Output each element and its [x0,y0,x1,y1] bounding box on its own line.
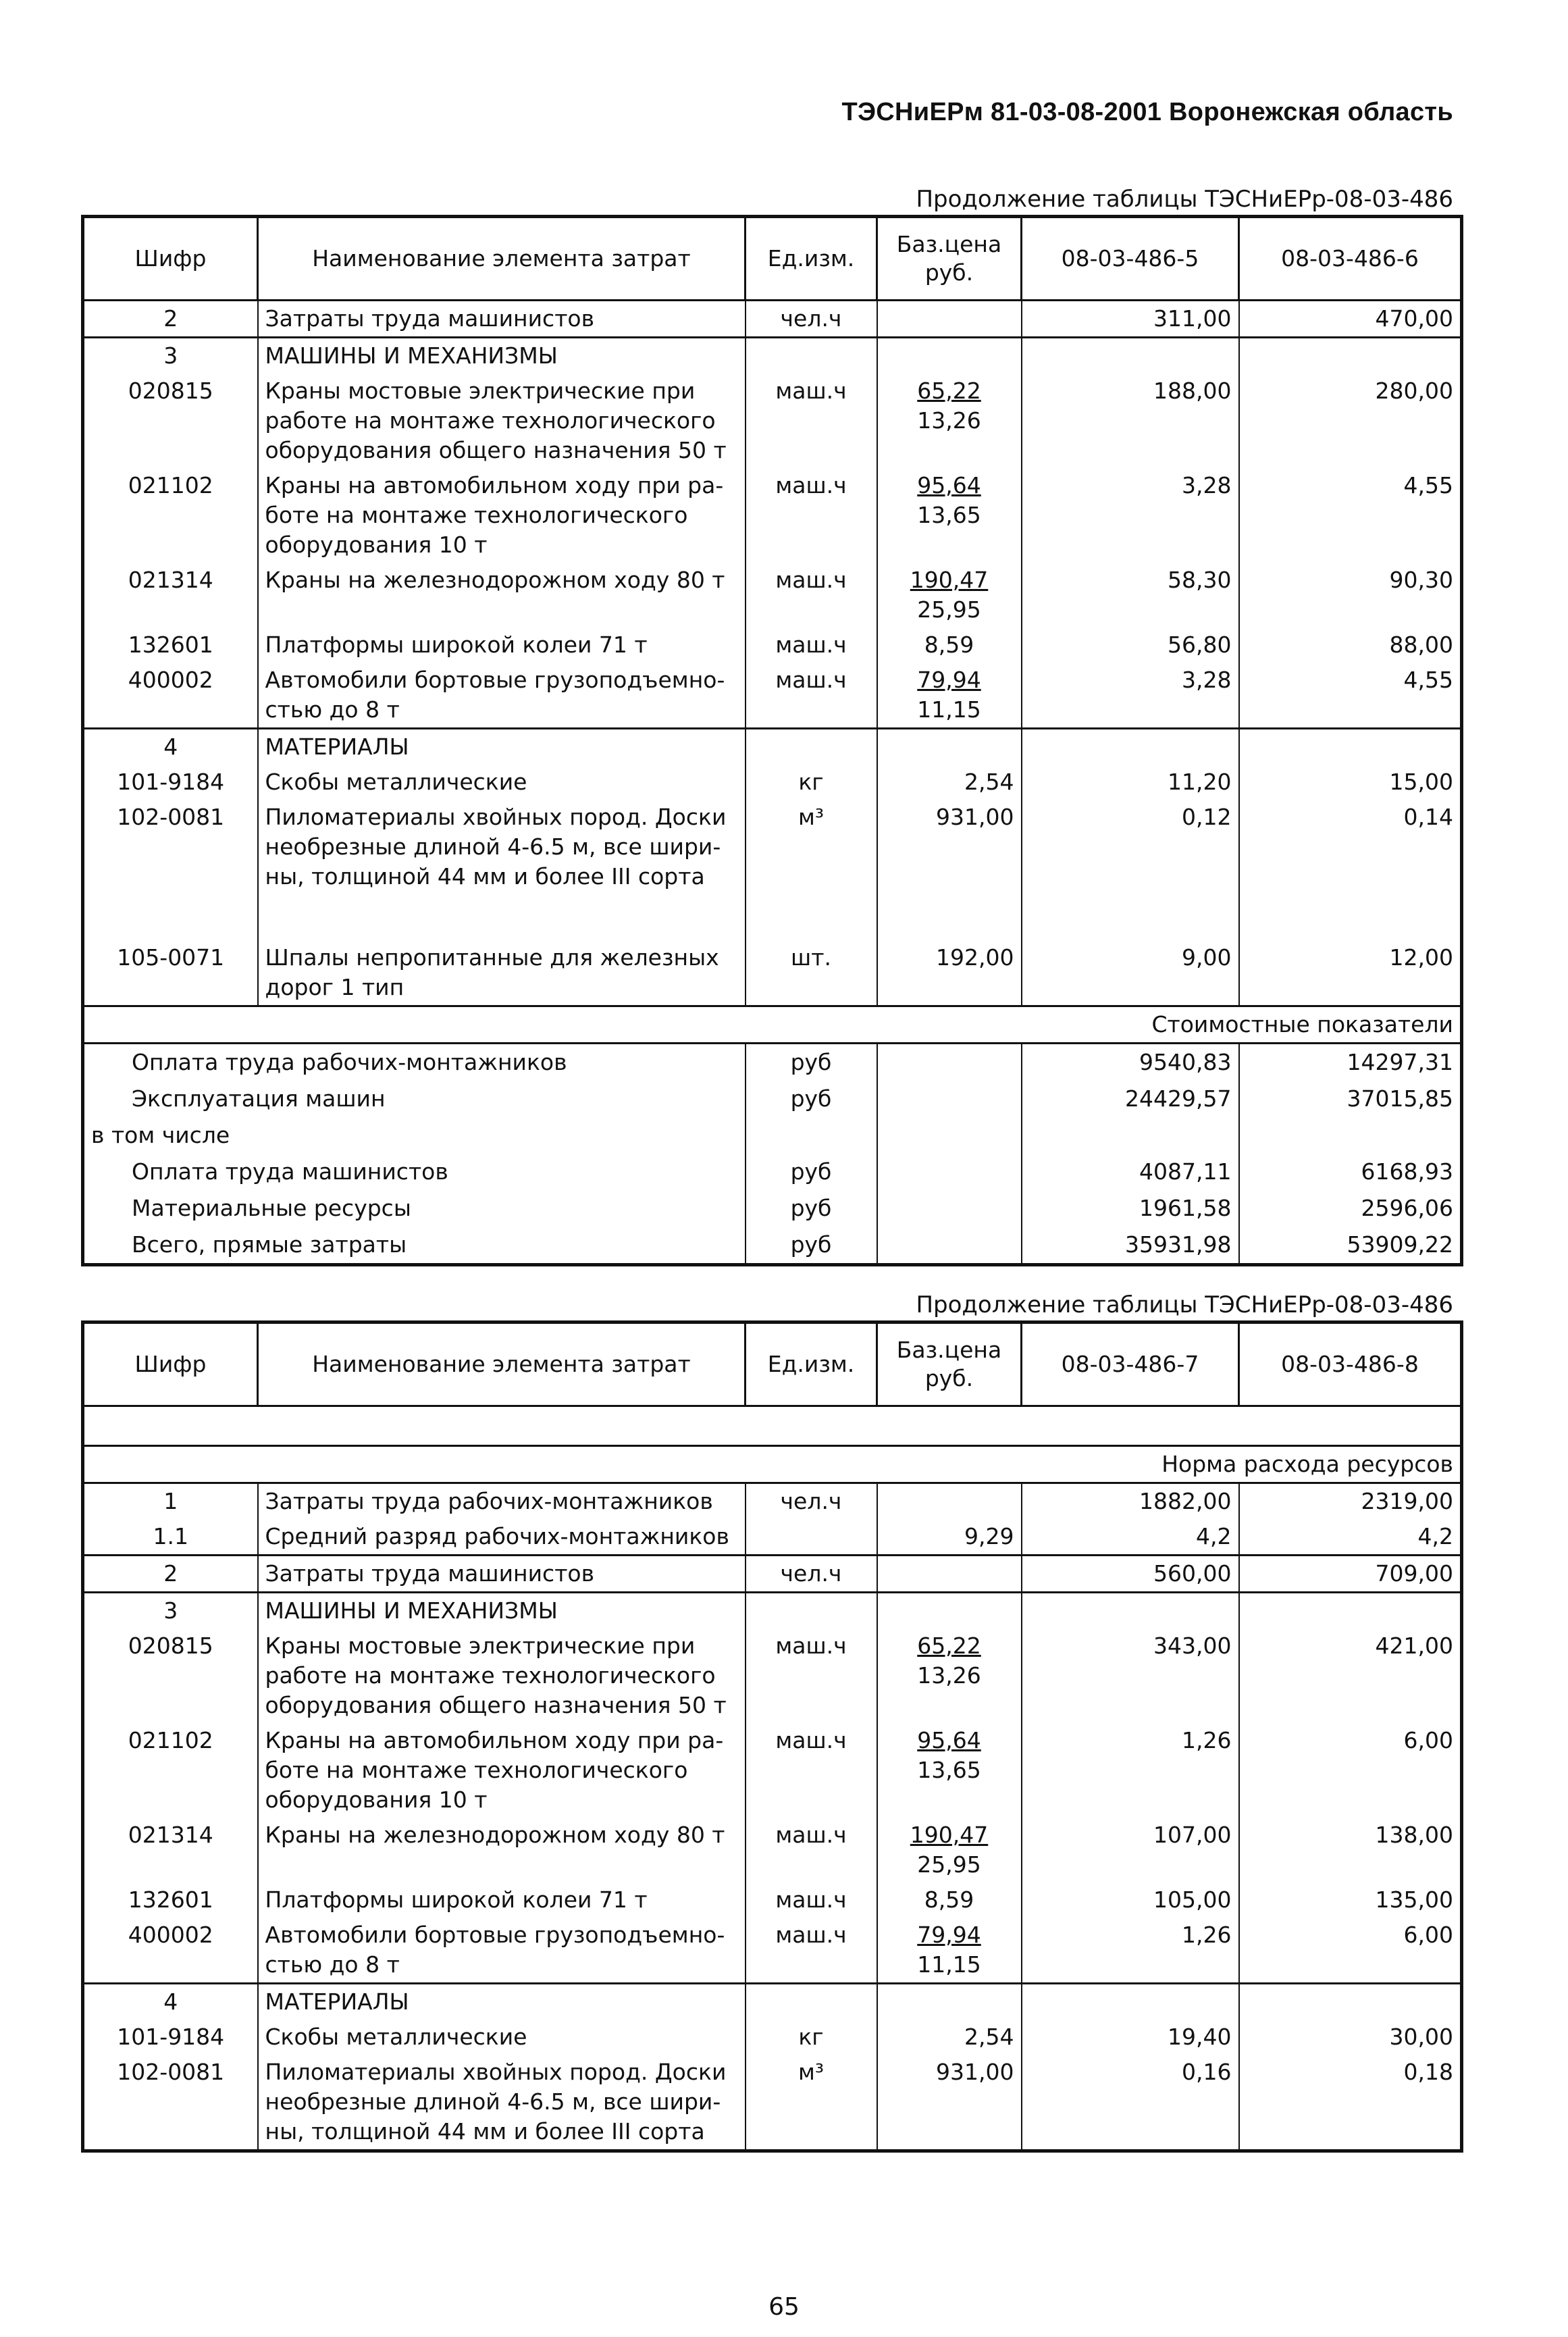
table1-caption: Продолжение таблицы ТЭСНиЕРр-08-03-486 [916,186,1453,213]
table-row: 101-9184 Скобы металлические кг 2,54 11,20 15,00 [83,765,1462,800]
total-row: Эксплуатация машин руб 24429,57 37015,85 [83,1081,1462,1117]
col-header-v2: 08-03-486-8 [1239,1322,1462,1406]
table-row: 102-0081 Пиломатериалы хвойных пород. Доски необрезные длиной 4-6.5 м, все шири-ны, толщиной 44 мм и более III сорта м³ 931,00 0,16 0,18 [83,2055,1462,2151]
document-header: ТЭСНиЕРм 81-03-08-2001 Воронежская область [841,98,1453,126]
table-row: 101-9184 Скобы металлические кг 2,54 19,40 30,00 [83,2020,1462,2055]
table-row: 132601 Платформы широкой колеи 71 т маш.ч 8,59 105,00 135,00 [83,1882,1462,1918]
table-row: 021102 Краны на автомобильном ходу при ра-боте на монтаже технологического оборудования 10 т маш.ч 95,64 13,65 3,28 4,55 [83,468,1462,563]
table-row: 021314 Краны на железнодорожном ходу 80 т маш.ч 190,47 25,95 58,30 90,30 [83,563,1462,627]
table-row: 020815 Краны мостовые электрические при работе на монтаже технологического оборудования общего назначения 50 т маш.ч 65,22 13,26 343,00 421,00 [83,1628,1462,1723]
section-row: 4 МАТЕРИАЛЫ [83,1984,1462,2020]
col-header-unit: Ед.изм. [746,1322,877,1406]
col-header-name: Наименование элемента затрат [258,217,746,301]
table-row: 400002 Автомобили бортовые грузоподъемно-стью до 8 т маш.ч 79,94 11,15 3,28 4,55 [83,663,1462,729]
table2-header-row [83,1322,1462,1406]
col-header-v1: 08-03-486-5 [1022,217,1239,301]
spacer-row [83,1406,1462,1446]
total-row: Всего, прямые затраты руб 35931,98 53909,22 [83,1227,1462,1265]
page-number: 65 [768,2293,800,2321]
col-header-unit: Ед.изм. [746,217,877,301]
band-row [83,1446,1462,1483]
table-row: 021314 Краны на железнодорожном ходу 80 т маш.ч 190,47 25,95 107,00 138,00 [83,1818,1462,1882]
table-row: 020815 Краны мостовые электрические при работе на монтаже технологического оборудования общего назначения 50 т маш.ч 65,22 13,26 188,00 280,00 [83,374,1462,468]
section-row: 3 МАШИНЫ И МЕХАНИЗМЫ [83,338,1462,374]
table-row: 2 Затраты труда машинистов чел.ч 311,00 470,00 [83,301,1462,338]
resource-norms-label: Норма расхода ресурсов [83,1446,1462,1483]
table2 [81,1320,1463,2153]
band-row [83,1006,1462,1044]
table-row: 400002 Автомобили бортовые грузоподъемно-стью до 8 т маш.ч 79,94 11,15 1,26 6,00 [83,1918,1462,1984]
table-row: 2 Затраты труда машинистов чел.ч 560,00 709,00 [83,1556,1462,1593]
total-row: в том числе [83,1117,1462,1154]
cost-indicators-label: Стоимостные показатели [83,1006,1462,1044]
col-header-price: Баз.цена руб. [877,1322,1022,1406]
table-row: 021102 Краны на автомобильном ходу при ра-боте на монтаже технологического оборудования 10 т маш.ч 95,64 13,65 1,26 6,00 [83,1723,1462,1818]
table1-header-row [83,217,1462,301]
col-header-v1: 08-03-486-7 [1022,1322,1239,1406]
table-row: 105-0071 Шпалы непропитанные для железных дорог 1 тип шт. 192,00 9,00 12,00 [83,940,1462,1006]
section-row: 3 МАШИНЫ И МЕХАНИЗМЫ [83,1593,1462,1629]
col-header-code: Шифр [83,217,258,301]
col-header-code: Шифр [83,1322,258,1406]
col-header-name: Наименование элемента затрат [258,1322,746,1406]
table-row: 102-0081 Пиломатериалы хвойных пород. Доски необрезные длиной 4-6.5 м, все шири-ны, толщиной 44 мм и более III сорта м³ 931,00 0,12 0,14 [83,800,1462,894]
table-row: 1.1 Средний разряд рабочих-монтажников 9,29 4,2 4,2 [83,1519,1462,1556]
table2-caption: Продолжение таблицы ТЭСНиЕРр-08-03-486 [916,1291,1453,1318]
spacer-row [83,894,1462,940]
table-row: 1 Затраты труда рабочих-монтажников чел.ч 1882,00 2319,00 [83,1483,1462,1520]
table1 [81,215,1463,1266]
total-row: Оплата труда рабочих-монтажников руб 9540,83 14297,31 [83,1044,1462,1081]
section-row: 4 МАТЕРИАЛЫ [83,729,1462,765]
col-header-v2: 08-03-486-6 [1239,217,1462,301]
total-row: Материальные ресурсы руб 1961,58 2596,06 [83,1190,1462,1227]
total-row: Оплата труда машинистов руб 4087,11 6168,93 [83,1154,1462,1190]
table-row: 132601 Платформы широкой колеи 71 т маш.ч 8,59 56,80 88,00 [83,627,1462,663]
col-header-price: Баз.цена руб. [877,217,1022,301]
